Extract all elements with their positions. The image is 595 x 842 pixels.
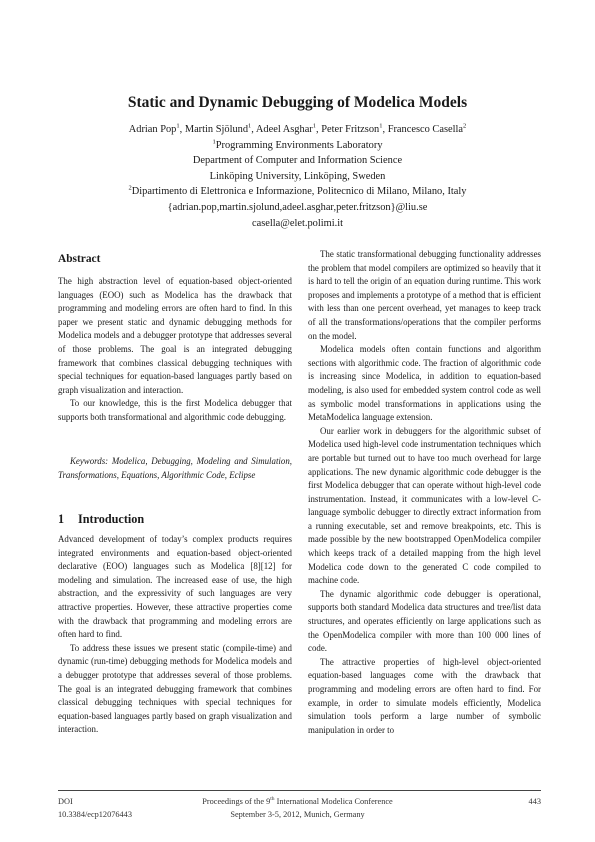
doi-value: 10.3384/ecp12076443 [58, 809, 132, 819]
email-line: casella@elet.polimi.it [252, 217, 343, 229]
body-paragraph: Our earlier work in debuggers for the algorithmic subset of Modelica used high-level code instrumentation techniques which are portable but turned out to have too much overhead for large applications. The new dynamic algorithmic code debugger is the first Modelica debugger that can operate without high-level code instrumentation. Instead, it communicates with a low-level C-language symbolic debugger to directly extract information from a running executable, set and remove breakpoints, etc. This is made possible by the new bootstrapped OpenModelica compiler which keeps track of a detailed mapping from the high level Modelica code down to the generated C code compiled to machine code. [308, 425, 541, 586]
abstract-paragraph: To our knowledge, this is the first Modelica debugger that supports both transformational and algorithmic code debugging. [58, 398, 292, 422]
keywords-text: Keywords: Modelica, Debugging, Modeling and Simulation, Transformations, Equations, Algorithmic Code, Eclipse [58, 456, 292, 480]
footer-rule [58, 790, 541, 791]
affiliation-line: Dipartimento di Elettronica e Informazione, Politecnico di Milano, Milano, Italy [131, 186, 467, 198]
affiliation-mark: 1 [379, 122, 383, 130]
author-name: Peter Fritzson [321, 124, 380, 135]
abstract-paragraph: The high abstraction level of equation-based object-oriented languages (EOO) such as Modelica has the drawback that programming and modeling errors are often hard to find. In this paper we present static and dynamic debugging methods for Modelica models and a debugger prototype that addresses several of those problems. The goal is an integrated debugging framework that combines classical debugging techniques with special techniques for equation-based languages partly based on graph visualization and interaction. [58, 276, 292, 395]
body-paragraph: Advanced development of today’s complex products requires integrated environments and equation-based object-oriented declarative (EOO) languages such as Modelica [8][12] for modeling and simulation. The increased ease of use, the high abstraction, and the expressivity of such languages are very attractive properties. However, these attractive properties come with the drawback that programming and modeling errors are often hard to find. [58, 534, 292, 640]
affiliation-1 [40, 138, 555, 154]
page-number: 443 [528, 797, 541, 806]
proceedings-line [150, 796, 445, 809]
section-heading-introduction [58, 512, 144, 527]
author-name: Adeel Asghar [255, 124, 313, 135]
proceedings-text: Proceedings of the 9 [202, 797, 271, 806]
author-name: Francesco Casella [387, 124, 463, 135]
paper-title: Static and Dynamic Debugging of Modelica Models [127, 94, 468, 111]
affiliation-line: Linköping University, Linköping, Sweden [209, 170, 386, 182]
affiliation-mark: 2 [128, 184, 132, 192]
affiliation-line: Programming Environments Laboratory [215, 139, 383, 151]
body-paragraph: The static transformational debugging functionality addresses the problem that model compilers are optimized so heavily that it is hard to tell the origin of an equation during runtime. This work proposes and implements a prototype of a method that is efficient with less than one percent overhead, yet manages to keep track of all the transformations/operations that the compiler performs on the model. [308, 249, 541, 341]
keywords [58, 455, 292, 482]
affiliation-mark: 1 [312, 122, 317, 130]
introduction-body [58, 533, 292, 737]
affiliation-mark: 1 [212, 138, 216, 146]
right-column [308, 248, 541, 737]
author-name: Adrian Pop [128, 124, 177, 135]
body-paragraph: The attractive properties of high-level object-oriented equation-based languages come with the drawback that programming and modeling errors are often hard to find. For example, in order to simulate models efficiently, Modelica simulation tools perform a large number of symbolic manipulation in order to [308, 656, 541, 735]
affiliation-mark: 1 [248, 122, 252, 130]
abstract-body [58, 275, 292, 425]
footer-doi [58, 796, 132, 821]
email-line: {adrian.pop,martin.sjolund,adeel.asghar,peter.fritzson}@liu.se [167, 201, 428, 213]
author-list: Adrian Pop$^1$, Martin Sjölund$^1$, Adeel Asghar$^1$, Peter Fritzson$^1$, Francesco Casella$^2$ [128, 122, 467, 135]
author-block [40, 122, 555, 231]
conference-date: September 3-5, 2012, Munich, Germany [230, 809, 365, 819]
affiliation-mark: 2 [463, 122, 467, 130]
affiliation-2 [40, 184, 555, 200]
proceedings-text: International Modelica Conference [274, 797, 393, 806]
author-name: Martin Sjölund [184, 124, 249, 135]
affiliation-line: Department of Computer and Information Science [192, 155, 403, 167]
footer-proceedings [150, 796, 445, 821]
body-paragraph: The dynamic algorithmic code debugger is operational, supports both standard Modelica data structures and tree/list data structures, and operates efficiently on large applications such as the OpenModelica compiler with more than 100 000 lines of code. [308, 588, 541, 654]
section-title: Introduction [78, 512, 145, 526]
body-paragraph: To address these issues we present static (compile-time) and dynamic (run-time) debugging methods for Modelica models and a debugger prototype that addresses several of those problems. The goal is an integrated debugging framework that combines classical debugging techniques with special techniques for equation-based languages partly based on graph visualization and interaction. [58, 642, 292, 735]
abstract-heading: Abstract [58, 253, 101, 265]
doi-label: DOI [58, 797, 73, 806]
ordinal-suffix: th [270, 796, 275, 803]
affiliation-mark: 1 [176, 122, 180, 130]
section-number: 1 [58, 512, 65, 526]
body-paragraph: Modelica models often contain functions and algorithm sections with algorithmic code. The fraction of algorithmic code is increasing since Modelica, in addition to equation-based modeling, is also used for embedded system control code as well as symbolic model transformations in applications using the MetaModelica language extension. [308, 344, 541, 423]
